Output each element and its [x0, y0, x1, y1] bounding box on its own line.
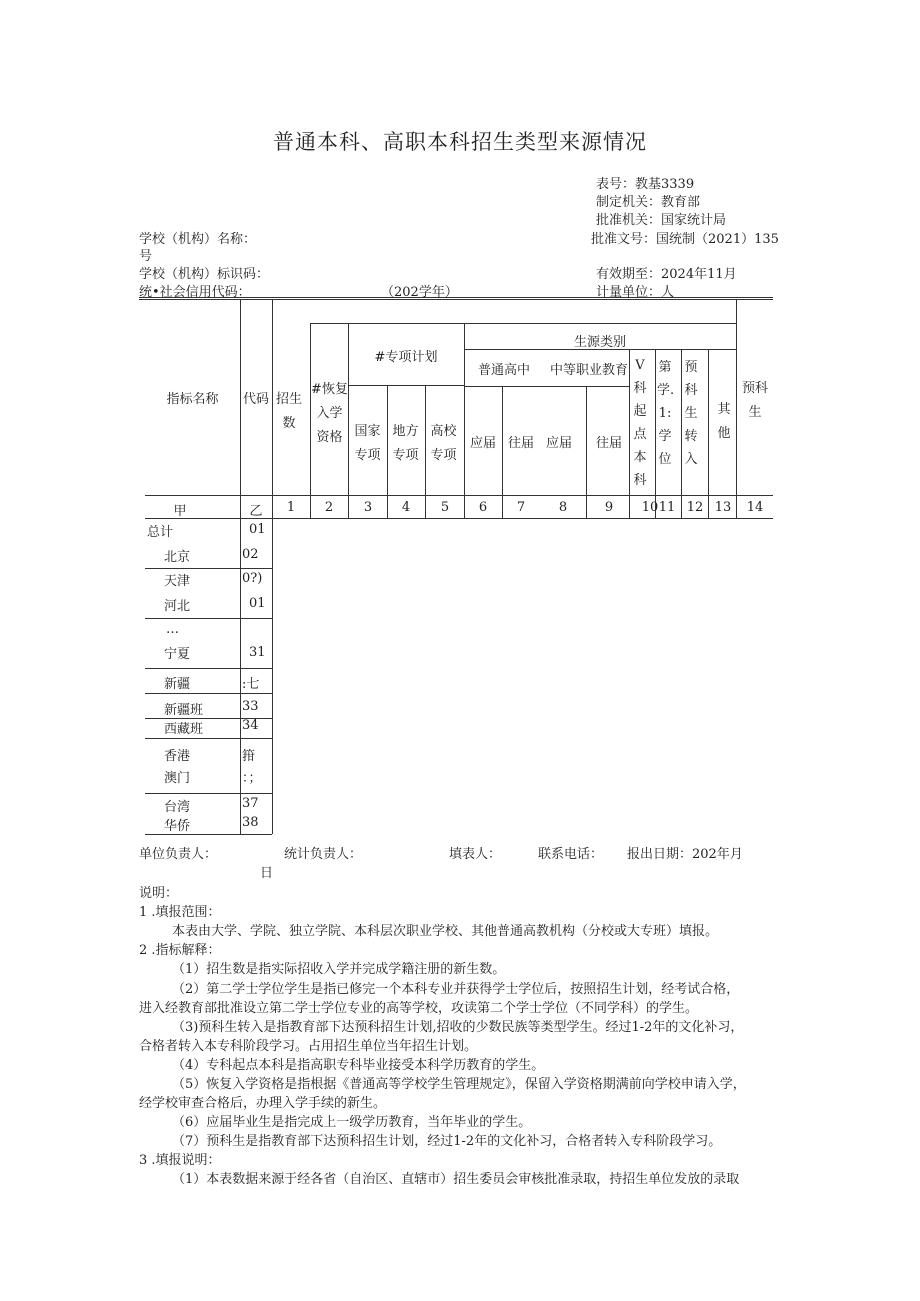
table-row-code: 37 — [242, 796, 259, 811]
approver: 批准机关：国家统计局 — [596, 213, 727, 228]
table-row-code: 01 — [249, 522, 266, 537]
col-number: 9 — [604, 500, 614, 515]
notes-paragraph: （7）预科生是指教育部下达预科招生计划，经过1-2年的文化补习，合格者转入专科阶段学习。 — [172, 1134, 722, 1149]
table-row-name: 新疆班 — [164, 703, 204, 718]
col-number: 8 — [558, 500, 568, 515]
col-number: 1 — [286, 500, 296, 515]
unit-head-label: 单位负责人： — [139, 847, 218, 862]
table-row-code: 01 — [249, 596, 266, 611]
header-indicator: 指标名称 — [166, 392, 219, 407]
notes-paragraph: （1）本表数据来源于经各省（自治区、直辖市）招生委员会审核批准录取，持招生单位发放的录取 — [172, 1172, 740, 1187]
unit: 计量单位：人 — [596, 285, 675, 300]
approval-doc-suffix: 号 — [139, 249, 153, 264]
notes-paragraph: 本表由大学、学院、独立学院、本科层次职业学校、其他普通高教机构（分校或大专班）填报。 — [172, 924, 719, 939]
table-row-name: 天津 — [164, 574, 191, 589]
notes-paragraph: （2）第二学士学位学生是指已修完一个本科专业并获得学士学位后，按照招生计划，经考试合格， — [172, 982, 740, 997]
notes-paragraph: 经学校审查合格后，办理入学手续的新生。 — [139, 1096, 387, 1111]
notes-paragraph: （3)预科生转入是指教育部下达预科招生计划,招收的少数民族等类型学生。经过1-2年的文化补习， — [172, 1020, 744, 1035]
notes-paragraph: 合格者转入本专科阶段学习。占用招生单位当年招生计划。 — [139, 1039, 478, 1054]
header-second-degree: 第学.1:学位 — [657, 360, 675, 467]
filler-label: 填表人： — [449, 847, 502, 862]
credit-code-label: 统•社会信用代码： — [139, 285, 251, 300]
header-fresh-2: 应届 — [545, 436, 572, 451]
school-name-label: 学校（机构）名称： — [139, 232, 257, 247]
notes-section-3-title: 3 .填报说明： — [139, 1153, 221, 1168]
table-row-code: 34 — [242, 718, 259, 733]
notes-paragraph: （4）专科起点本科是指高职专科毕业接受本科学历教育的学生。 — [172, 1058, 545, 1073]
header-prep-transfer: 预科生转入 — [684, 360, 698, 467]
header-fresh-1: 应届 — [469, 436, 496, 451]
report-day-label: 日 — [260, 866, 274, 881]
stat-head-label: 统计负责人： — [284, 847, 363, 862]
col-number: 甲 — [173, 504, 187, 519]
table-row-code: 31 — [249, 645, 266, 660]
header-vocational: 中等职业教育 — [549, 363, 628, 378]
valid-until: 有效期至：2024年11月 — [596, 267, 737, 282]
header-past-1: 往届 — [507, 436, 534, 451]
table-row-code: 33 — [242, 699, 259, 714]
col-number: 14 — [746, 500, 764, 515]
header-enrolled: 招生数 — [276, 392, 303, 431]
notes-paragraph: （6）应届毕业生是指完成上一级学历教育，当年毕业的学生。 — [172, 1115, 532, 1130]
table-row-name: … — [166, 622, 179, 637]
table-row-name: 香港 — [164, 749, 191, 764]
phone-label: 联系电话： — [538, 847, 604, 862]
table-row-name: 台湾 — [164, 800, 191, 815]
header-local: 地方专项 — [392, 424, 419, 463]
notes-paragraph: （1）招生数是指实际招收入学并完成学籍注册的新生数。 — [172, 962, 506, 977]
school-year: （202学年） — [381, 285, 458, 300]
school-id-label: 学校（机构）标识码： — [139, 267, 270, 282]
header-zhuan-upgrade: V科起点本科 — [633, 358, 647, 488]
table-row-name: 澳门 — [164, 771, 191, 786]
header-prep: 预科生 — [741, 381, 768, 420]
table-row-name: 总计 — [147, 525, 174, 540]
header-special-plan: #专项计划 — [374, 350, 438, 365]
col-number: 12 — [686, 500, 704, 515]
header-past-2: 往届 — [595, 436, 622, 451]
col-number: 10 — [641, 500, 659, 515]
col-number: 4 — [401, 500, 411, 515]
table-row-code: 0?) — [242, 571, 263, 586]
col-number: 13 — [714, 500, 732, 515]
approval-doc: 批准文号：国统制（2021）135 — [591, 232, 779, 247]
table-row-code: 箝 — [242, 749, 256, 764]
col-number: 2 — [324, 500, 334, 515]
notes-paragraph: 进入经教育部批准设立第二学士学位专业的高等学校，攻读第二个学士学位（不同学科）的学生。 — [139, 1001, 699, 1016]
table-row-name: 河北 — [164, 599, 191, 614]
form-number: 表号：教基3339 — [596, 177, 695, 192]
table-row-code: 38 — [242, 815, 259, 830]
header-other: 其他 — [717, 402, 731, 441]
issuer: 制定机关：教育部 — [596, 195, 701, 210]
header-general-high: 普通高中 — [477, 363, 530, 378]
header-resume: #恢复入学资格 — [311, 382, 348, 445]
notes-heading: 说明： — [139, 886, 179, 901]
col-number: 乙 — [249, 504, 263, 519]
notes-paragraph: （5）恢复入学资格是指根据《普通高等学校学生管理规定》，保留入学资格期满前向学校申请入学， — [172, 1077, 746, 1092]
table-row-name: 北京 — [164, 550, 191, 565]
header-national: 国家专项 — [354, 424, 381, 463]
report-date-label: 报出日期：202年月 — [627, 847, 743, 862]
col-number: 5 — [440, 500, 450, 515]
notes-section-1-title: 1 .填报范围： — [139, 905, 221, 920]
table-row-code: :七 — [242, 677, 260, 692]
col-number: 3 — [363, 500, 373, 515]
col-number: 6 — [478, 500, 488, 515]
page-title: 普通本科、高职本科招生类型来源情况 — [273, 130, 647, 154]
notes-section-2-title: 2 .指标解释： — [139, 943, 221, 958]
header-university: 高校专项 — [430, 424, 457, 463]
header-code: 代码 — [242, 392, 269, 407]
table-row-name: 华侨 — [164, 819, 191, 834]
table-row-code: ：； — [242, 771, 262, 786]
table-row-code: 02 — [242, 547, 259, 562]
table-row-name: 新疆 — [164, 677, 191, 692]
col-number: 7 — [516, 500, 526, 515]
table-row-name: 宁夏 — [164, 647, 191, 662]
table-row-name: 西藏班 — [164, 722, 204, 737]
col-number: 11 — [658, 500, 676, 515]
header-source-type: 生源类别 — [573, 335, 626, 350]
